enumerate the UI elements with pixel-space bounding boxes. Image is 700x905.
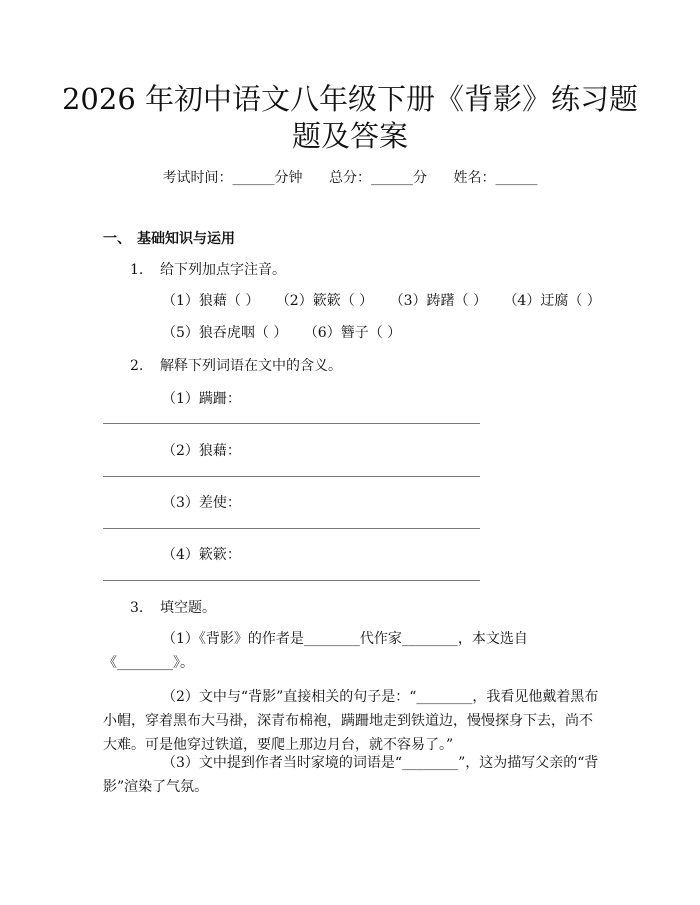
question-1 xyxy=(130,260,286,280)
pinyin-item: （4）迂腐（ ） xyxy=(503,293,601,309)
question-prompt: 填空题。 xyxy=(160,600,216,616)
fill-blank-item: （1）《背影》的作者是________代作家________，本文选自《________》。 xyxy=(103,631,528,671)
definition-item: （2）狼藉： xyxy=(162,443,241,459)
exam-total-score: 总分：______分 xyxy=(329,170,427,186)
pinyin-item: （1）狼藉（ ） xyxy=(162,293,260,309)
answer-line xyxy=(103,580,480,581)
exam-info xyxy=(0,168,700,188)
page-title-line1: 2026 年初中语文八年级下册《背影》练习题 xyxy=(61,82,639,116)
definition-item: （4）簌簌： xyxy=(162,547,241,563)
question-3 xyxy=(130,598,216,618)
pinyin-item: （5）狼吞虎咽（ ） xyxy=(162,325,288,341)
question-number: 3. xyxy=(130,600,144,616)
pinyin-items-row-1 xyxy=(162,291,601,311)
question-number: 2. xyxy=(130,358,144,374)
pinyin-item: （6）簪子（ ） xyxy=(303,325,402,341)
question-number: 1. xyxy=(130,262,144,278)
section-number: 一、 xyxy=(103,231,131,247)
pinyin-items-row-2 xyxy=(162,323,401,343)
answer-line xyxy=(103,476,480,477)
pinyin-item: （3）踌躇（ ） xyxy=(389,293,487,309)
question-prompt: 给下列加点字注音。 xyxy=(160,262,286,278)
section-title: 基础知识与运用 xyxy=(137,231,235,247)
question-prompt: 解释下列词语在文中的含义。 xyxy=(160,358,342,374)
fill-blank-item: （3）文中提到作者当时家境的词语是“________”，这为描写父亲的“背影”渲染了气氛。 xyxy=(103,755,599,795)
exam-time: 考试时间：______分钟 xyxy=(162,170,303,186)
answer-line xyxy=(103,528,480,529)
answer-line xyxy=(103,423,480,424)
definition-item: （1）蹒跚： xyxy=(162,391,241,407)
pinyin-item: （2）簌簌（ ） xyxy=(275,293,374,309)
section-heading xyxy=(103,229,235,249)
fill-blank-item: （2）文中与“背影”直接相关的句子是：“________，我看见他戴着黑布小帽，穿着黑布大马褂，深青布棉袍，蹒跚地走到铁道边，慢慢探身下去，尚不大难。可是他穿过铁道，要爬上那边月台，就不容易了。” xyxy=(103,689,599,753)
definition-item: （3）差使： xyxy=(162,495,241,511)
question-2 xyxy=(130,356,342,376)
student-name: 姓名：______ xyxy=(453,170,538,186)
page-title-line2: 题及答案 xyxy=(291,119,408,153)
